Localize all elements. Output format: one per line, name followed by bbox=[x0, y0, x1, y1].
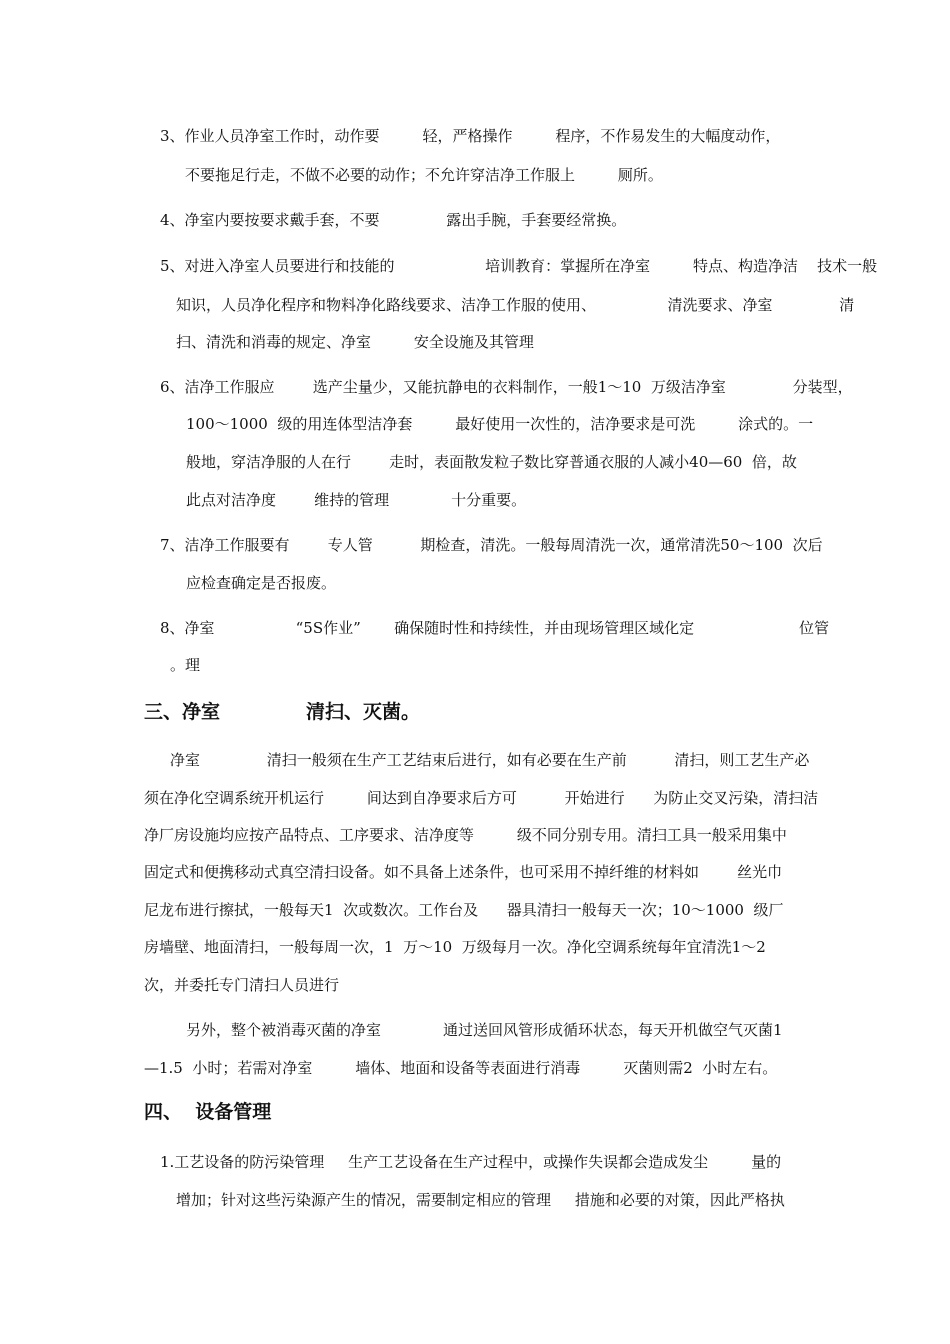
section-heading: 四、 设备管理 bbox=[144, 1101, 272, 1123]
text-line: 须在净化空调系统开机运行 间达到自净要求后方可 开始进行 为防止交叉污染，清扫洁 bbox=[144, 789, 819, 807]
text-line: 6、洁净工作服应 选产尘量少，又能抗静电的衣料制作，一般1～10 万级洁净室 分装型， bbox=[160, 378, 853, 396]
text-line: 房墙壁、地面清扫，一般每周一次，1 万～10 万级每月一次。净化空调系统每年宜清洗1～2 bbox=[144, 938, 766, 956]
text-line: 净厂房设施均应按产品特点、工序要求、洁净度等 级不同分别专用。清扫工具一般采用集中 bbox=[144, 826, 787, 844]
text-line: 另外，整个被消毒灭菌的净室 通过送回风管形成循环状态，每天开机做空气灭菌1 bbox=[186, 1021, 783, 1039]
text-line: 应检查确定是否报废。 bbox=[186, 574, 337, 592]
text-line: 8、净室 “5S作业” 确保随时性和持续性，并由现场管理区域化定 位管 bbox=[160, 619, 830, 637]
text-line: 3、作业人员净室工作时，动作要 轻，严格操作 程序，不作易发生的大幅度动作， bbox=[160, 127, 781, 145]
text-line: 尼龙布进行擦拭，一般每天1 次或数次。工作台及 器具清扫一般每天一次；10～1000 级厂 bbox=[144, 901, 784, 919]
text-line: 5、对进入净室人员要进行和技能的 培训教育：掌握所在净室 特点、构造净洁 技术一般 bbox=[160, 257, 878, 275]
text-line: 100～1000 级的用连体型洁净套 最好使用一次性的，洁净要求是可洗 涂式的。一 bbox=[186, 415, 814, 433]
text-line: 。理 bbox=[170, 656, 201, 674]
text-line: 知识，人员净化程序和物料净化路线要求、洁净工作服的使用、 清洗要求、净室 清 bbox=[176, 296, 855, 314]
text-line: 7、洁净工作服要有 专人管 期检查，清洗。一般每周清洗一次，通常清洗50～100 次后 bbox=[160, 536, 823, 554]
text-line: 此点对洁净度 维持的管理 十分重要。 bbox=[186, 491, 527, 509]
text-line: 不要拖足行走，不做不必要的动作；不允许穿洁净工作服上 厕所。 bbox=[185, 166, 663, 184]
text-line: 1.工艺设备的防污染管理 生产工艺设备在生产过程中，或操作失误都会造成发尘 量的 bbox=[160, 1153, 782, 1171]
text-line: 净室 清扫一般须在生产工艺结束后进行，如有必要在生产前 清扫，则工艺生产必 bbox=[170, 751, 810, 769]
text-line: 增加；针对这些污染源产生的情况，需要制定相应的管理 措施和必要的对策，因此严格执 bbox=[176, 1191, 785, 1209]
text-line: 4、净室内要按要求戴手套，不要 露出手腕，手套要经常换。 bbox=[160, 211, 627, 229]
text-line: 般地，穿洁净服的人在行 走时，表面散发粒子数比穿普通衣服的人减小40—60 倍，故 bbox=[186, 453, 797, 471]
text-line: 扫、清洗和消毒的规定、净室 安全设施及其管理 bbox=[176, 333, 534, 351]
text-line: —1.5 小时；若需对净室 墙体、地面和设备等表面进行消毒 灭菌则需2 小时左右。 bbox=[144, 1059, 778, 1077]
section-heading: 三、净室 清扫、灭菌。 bbox=[144, 701, 420, 723]
text-line: 固定式和便携移动式真空清扫设备。如不具备上述条件，也可采用不掉纤维的材料如 丝光巾 bbox=[144, 863, 783, 881]
text-line: 次，并委托专门清扫人员进行 bbox=[144, 976, 340, 994]
